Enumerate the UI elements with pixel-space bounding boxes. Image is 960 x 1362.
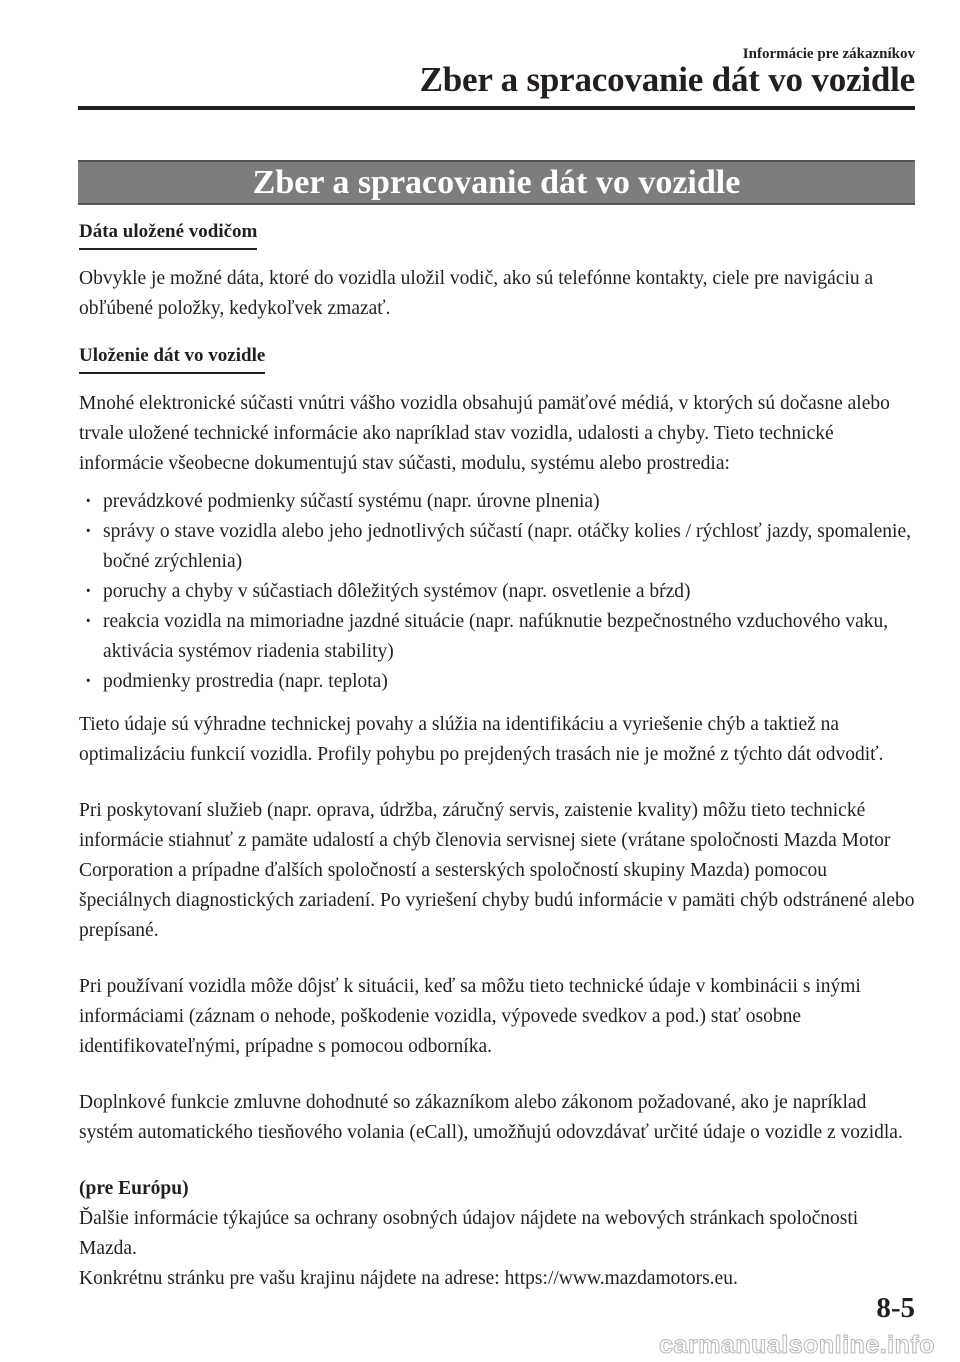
list-item: · správy o stave vozidla alebo jeho jednotlivých súčastí (napr. otáčky kolies / rýchlosť jazdy, spomalenie, bočné zrýchlenia) (79, 517, 920, 577)
europe-info-line: Ďalšie informácie týkajúce sa ochrany osobných údajov nájdete na webových stránkach spoločnosti Mazda. (79, 1208, 859, 1259)
paragraph: Pri poskytovaní služieb (napr. oprava, údržba, záručný servis, zaistenie kvality) môžu tieto technické informácie stiahnuť z pamäte udalostí a chýb členovia servisnej siete (vrátane spoločnosti Mazda Motor Corporation a prípadne ďalších spoločností a sesterských spoločností skupiny Mazda) pomocou špeciálnych diagnostických zariadení. Po vyriešení chyby budú informácie v pamäti chýb odstránené alebo prepísané. (79, 800, 915, 941)
subheading-vehicle-storage (79, 341, 920, 374)
list-item: · podmienky prostredia (napr. teplota) (79, 667, 920, 697)
europe-heading: (pre Európu) (79, 1178, 189, 1199)
paragraph: Tieto údaje sú výhradne technickej povahy a slúžia na identifikáciu a vyriešenie chýb a taktiež na optimalizáciu funkcií vozidla. Profily pohybu po prejdených trasách nie je možné z týchto dát odvodiť. (79, 714, 884, 765)
list-item: · poruchy a chyby v súčastiach dôležitých systémov (napr. osvetlenie a bŕzd) (79, 577, 920, 607)
paragraph: Obvykle je možné dáta, ktoré do vozidla uložil vodič, ako sú telefónne kontakty, ciele pre navigáciu a obľúbené položky, kedykoľvek zmazať. (79, 268, 874, 319)
header-divider (78, 106, 915, 110)
list-item: · prevádzkové podmienky súčastí systému (napr. úrovne plnenia) (79, 487, 920, 517)
paragraph: Pri používaní vozidla môže dôjsť k situácii, keď sa môžu tieto technické údaje v kombinácii s inými informáciami (záznam o nehode, poškodenie vozidla, výpovede svedkov a pod.) stať osobne identifikovateľnými, prípadne s pomocou odborníka. (79, 976, 861, 1057)
watermark-text: carmanualsonline.info (659, 1331, 935, 1359)
section-label: Informácie pre zákazníkov (742, 46, 915, 62)
section-banner: Zber a spracovanie dát vo vozidle (78, 160, 915, 205)
subheading: Dáta uložené vodičom (79, 221, 257, 250)
subheading-driver-data (79, 217, 920, 250)
page-number: 8-5 (876, 1292, 915, 1324)
bullet-list (79, 487, 920, 697)
main-content (79, 213, 920, 1294)
subheading: Uloženie dát vo vozidle (79, 345, 265, 374)
paragraph: Mnohé elektronické súčasti vnútri vášho vozidla obsahujú pamäťové médiá, v ktorých sú dočasne alebo trvale uložené technické informácie ako napríklad stav vozidla, udalosti a chyby. Tieto technické informácie všeobecne dokumentujú stav súčasti, modulu, systému alebo prostredia: (79, 393, 890, 474)
page-title: Zber a spracovanie dát vo vozidle (419, 60, 915, 99)
europe-address-line: Konkrétnu stránku pre vašu krajinu nájdete na adrese: https://www.mazdamotors.eu. (79, 1268, 738, 1289)
paragraph: Doplnkové funkcie zmluvne dohodnuté so zákazníkom alebo zákonom požadované, ako je napríklad systém automatického tiesňového volania (eCall), umožňujú odovzdávať určité údaje o vozidle z vozidla. (79, 1092, 903, 1143)
list-item: · reakcia vozidla na mimoriadne jazdné situácie (napr. nafúknutie bezpečnostného vzduchového vaku, aktivácia systémov riadenia stability) (79, 607, 920, 667)
